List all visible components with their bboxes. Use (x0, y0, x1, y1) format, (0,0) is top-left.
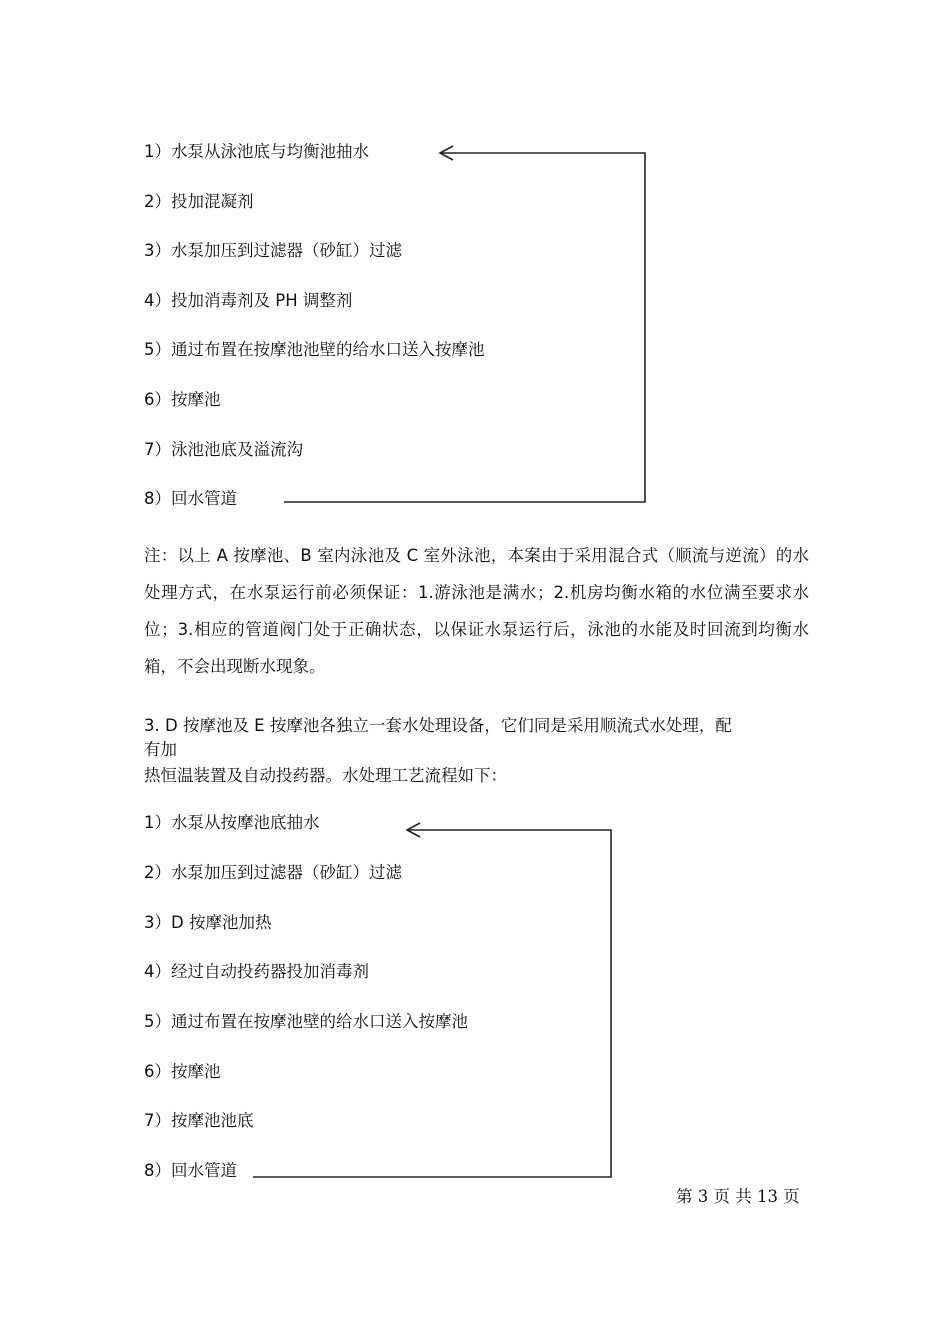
flow1-step-2: 2）投加混凝剂 (144, 192, 254, 211)
flow2-step-4: 4）经过自动投药器投加消毒剂 (144, 962, 369, 981)
flow1-step-4: 4）投加消毒剂及 PH 调整剂 (144, 291, 353, 310)
flow1-step-6: 6）按摩池 (144, 390, 221, 409)
section3-line-2: 有加 (144, 740, 177, 759)
flow2-step-6: 6）按摩池 (144, 1062, 221, 1081)
flow1-step-3: 3）水泵加压到过滤器（砂缸）过滤 (144, 241, 402, 260)
flow2-step-8: 8）回水管道 (144, 1161, 237, 1180)
note-paragraph: 注：以上 A 按摩池、B 室内泳池及 C 室外泳池，本案由于采用混合式（顺流与逆流）的水处理方式，在水泵运行前必须保证：1.游泳池是满水；2.机房均衡水箱的水位满至要求水位；3.相应的管道阀门处于正确状态，以保证水泵运行后，泳池的水能及时回流到均衡水箱，不会出现断水现象。 (144, 546, 809, 676)
flow1-step-7: 7）泳池池底及溢流沟 (144, 440, 303, 459)
flow2-step-5: 5）通过布置在按摩池壁的给水口送入按摩池 (144, 1012, 468, 1031)
flow1-loop-arrow (284, 146, 645, 502)
flow2-step-1: 1）水泵从按摩池底抽水 (144, 813, 320, 832)
section3-line-3: 热恒温装置及自动投药器。水处理工艺流程如下： (144, 766, 507, 785)
flow1-step-8: 8）回水管道 (144, 489, 237, 508)
flow2-loop-arrow (253, 823, 611, 1177)
flow2-step-3: 3）D 按摩池加热 (144, 913, 272, 932)
flow2-step-7: 7）按摩池池底 (144, 1111, 254, 1130)
flow1-step-1: 1）水泵从泳池底与均衡池抽水 (144, 142, 369, 161)
flow2-step-2: 2）水泵加压到过滤器（砂缸）过滤 (144, 863, 402, 882)
section3-line-1: 3. D 按摩池及 E 按摩池各独立一套水处理设备，它们同是采用顺流式水处理，配 (144, 716, 732, 735)
flow1-step-5: 5）通过布置在按摩池池壁的给水口送入按摩池 (144, 340, 485, 359)
page-number-footer: 第 3 页 共 13 页 (676, 1187, 800, 1206)
